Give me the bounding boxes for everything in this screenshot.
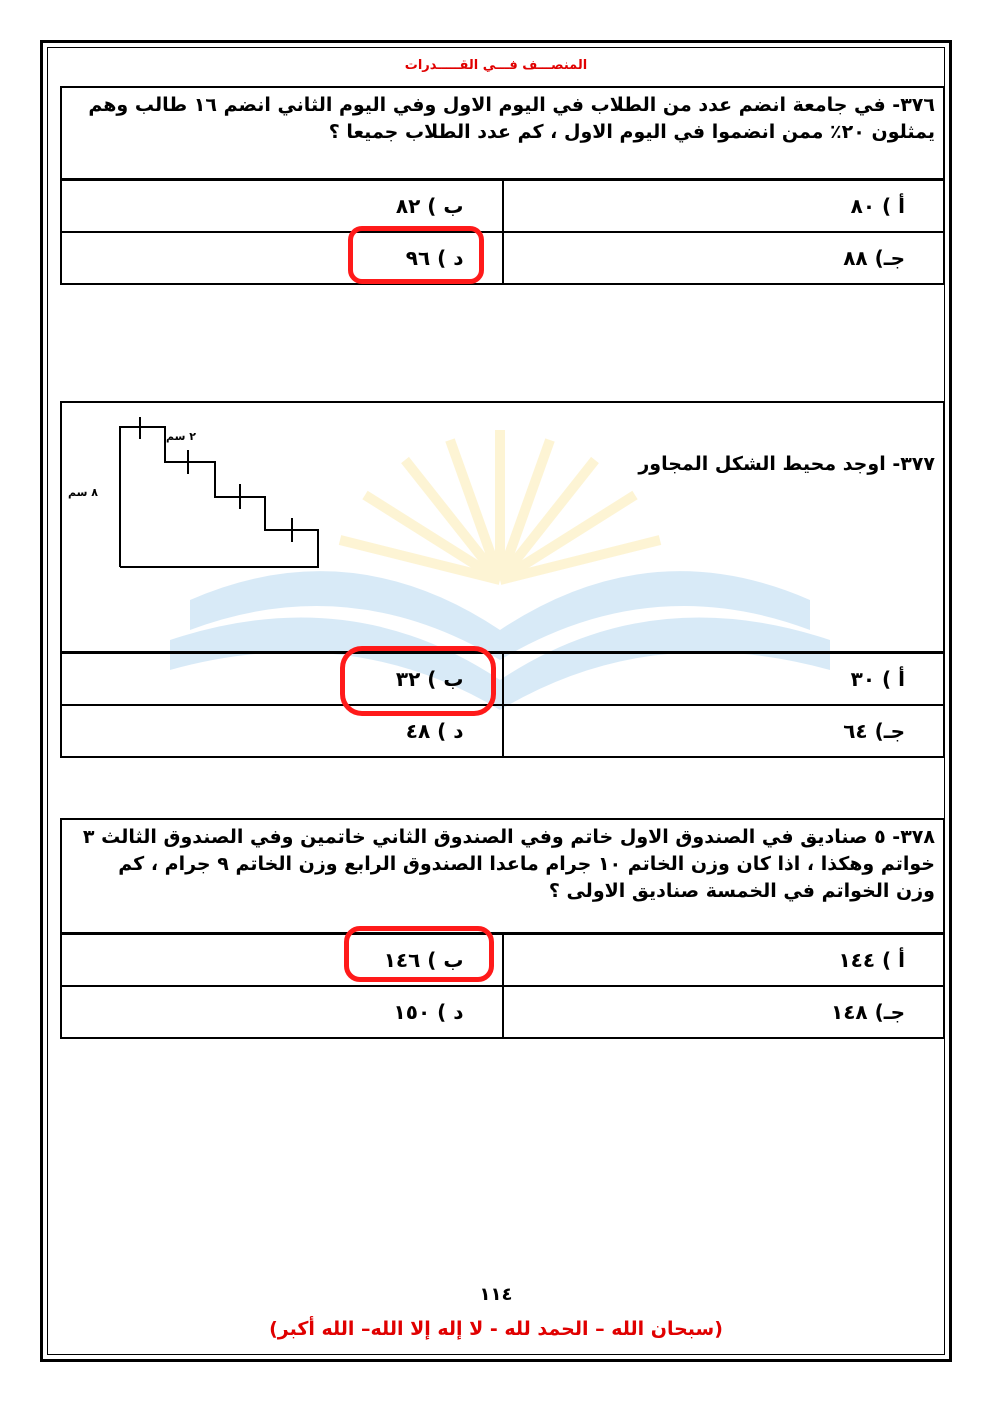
answer-mark-377 [340, 646, 496, 716]
question-377-text: ٣٧٧- اوجد محيط الشكل المجاور [638, 453, 935, 475]
question-376 [60, 86, 945, 180]
options-378 [60, 933, 945, 1039]
option-376-d[interactable]: د ) ٩٦ [61, 232, 503, 284]
option-378-b[interactable]: ب ) ١٤٦ [61, 934, 503, 986]
question-378 [60, 818, 945, 934]
figure-top-label: ٢ سم [166, 430, 196, 443]
answer-mark-376 [348, 226, 484, 284]
option-377-a[interactable]: أ ) ٣٠ [503, 653, 945, 705]
question-378-text: ٣٧٨- ٥ صناديق في الصندوق الاول خاتم وفي الصندوق الثاني خاتمين وفي الصندوق الثالث ٣ خواتم وهكذا ، اذا كان وزن الخاتم ١٠ جرام ماعدا الصندوق الرابع وزن الخاتم ٩ جرام ، كم وزن الخواتم في الخمسة صناديق الاولى ؟ [82, 826, 935, 902]
option-376-b[interactable]: ب ) ٨٢ [61, 180, 503, 232]
options-376 [60, 179, 945, 285]
stair-figure [110, 412, 330, 577]
header-title: المنصـــف فـــي القـــــدرات [404, 58, 588, 73]
question-376-text: ٣٧٦- في جامعة انضم عدد من الطلاب في اليوم الاول وفي اليوم الثاني انضم ١٦ طالب وهم يمثلون ٢٠٪ ممن انضموا في اليوم الاول ، كم عدد الطلاب جميعا ؟ [88, 94, 935, 143]
page-number: ١١٤ [479, 1284, 513, 1305]
option-377-c[interactable]: جـ) ٦٤ [503, 705, 945, 757]
option-378-a[interactable]: أ ) ١٤٤ [503, 934, 945, 986]
option-377-b[interactable]: ب ) ٣٢ [61, 653, 503, 705]
footer-text: (سبحان الله – الحمد لله - لا إله إلا الله– الله أكبر) [269, 1318, 723, 1340]
figure-side-label: ٨ سم [68, 486, 98, 499]
option-376-a[interactable]: أ ) ٨٠ [503, 180, 945, 232]
option-376-c[interactable]: جـ) ٨٨ [503, 232, 945, 284]
options-377 [60, 652, 945, 758]
answer-mark-378 [344, 926, 494, 982]
option-378-d[interactable]: د ) ١٥٠ [61, 986, 503, 1038]
option-378-c[interactable]: جـ) ١٤٨ [503, 986, 945, 1038]
option-377-d[interactable]: د ) ٤٨ [61, 705, 503, 757]
